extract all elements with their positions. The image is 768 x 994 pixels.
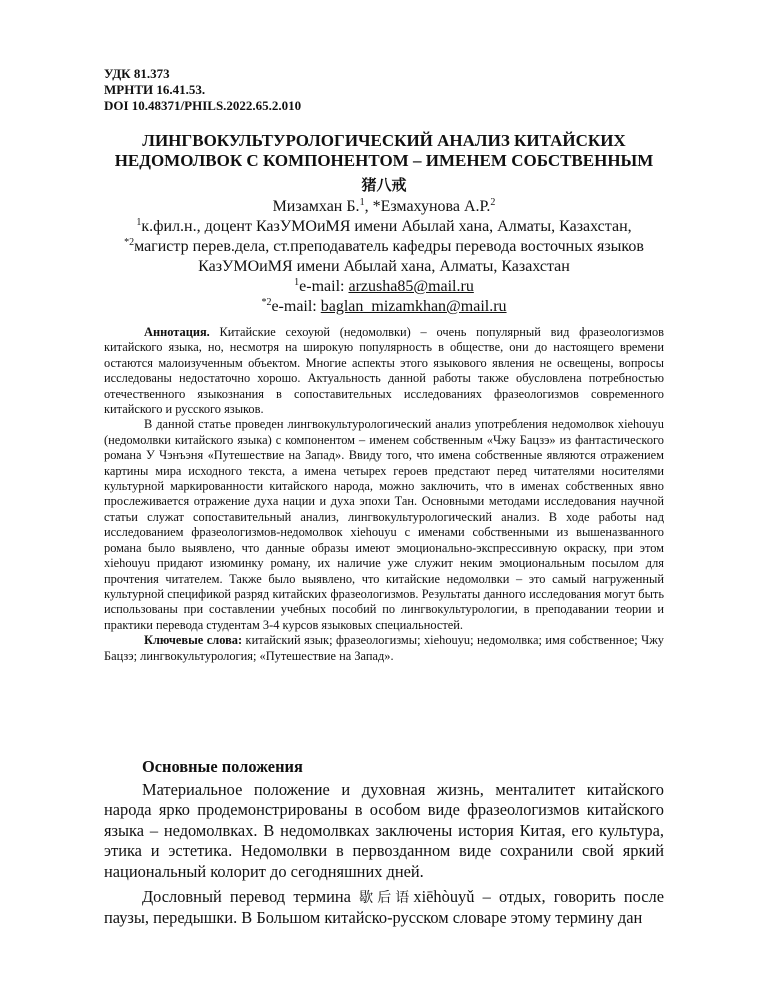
email-1-sup: 1	[294, 277, 300, 288]
p2-chinese-term: 歇后语	[359, 889, 414, 906]
email-2-sup: *2	[261, 297, 272, 308]
authors-block	[80, 197, 688, 317]
email-1	[80, 277, 688, 297]
main-text	[104, 757, 664, 929]
title-line-2: НЕДОМОЛВОК С КОМПОНЕНТОМ – ИМЕНЕМ СОБСТВЕННЫМ	[114, 151, 654, 170]
abstract-paragraph-2: В данной статье проведен лингвокультурологический анализ употребления недомолвок xiehouyu (недомолвки китайского языка) с компонентом – именем собственным «Чжу Бацзэ» из фантастического романа У Чэнъэня «Путешествие на Запад». Ввиду того, что имена собственные являются отражением картины мира исходного текста, а имена четырех героев предстают перед читателями носителями культурной маркированности китайского народа, можно заключить, что в именах собственных явно прослеживается отражение духа нации и духа эпохи Тан. Основными методами исследования научной статьи служат сопоставительный анализ, лингвокультурологический анализ. В ходе работы над исследованием фразеологизмов-недомолвок xiehouyu с именами собственными из вышеназванного романа было выявлено, что данные образы имеют эмоционально-экспрессивную окраску, при этом xiehouyu придают изюминку роману, их наличие уже служит неким эмоциональным посылом для прочтения читателем. Также было выявлено, что китайские недомолвки – это самый нагруженный культурной спецификой разряд китайских фразеологизмов. Результаты данного исследования могут быть использованы при составлении учебных пособий по лингвокультурологии, в преподавании теории и практики перевода студентам 3-4 курсов языковых специальностей.	[104, 417, 664, 632]
abstract-label: Аннотация.	[144, 325, 210, 339]
title-line-1: ЛИНГВОКУЛЬТУРОЛОГИЧЕСКИЙ АНАЛИЗ КИТАЙСКИХ	[142, 131, 626, 150]
email-2	[80, 297, 688, 317]
author-2-sup: 2	[490, 197, 496, 208]
affiliation-2-sup: *2	[124, 237, 135, 248]
udk-code: УДК 81.373	[104, 66, 170, 81]
author-1-name: Мизамхан Б.	[272, 198, 360, 215]
keywords	[104, 633, 664, 664]
affiliation-2-text: магистр перев.дела, ст.преподаватель кафедры перевода восточных языков	[134, 238, 644, 255]
main-paragraph-2	[104, 887, 664, 929]
keywords-label: Ключевые слова:	[144, 633, 243, 648]
author-1-sup: 1	[359, 197, 365, 208]
p2-text-a: Дословный перевод термина	[142, 886, 360, 906]
affiliation-1-text: к.фил.н., доцент КазУМОиМЯ имени Абылай хана, Алматы, Казахстан,	[141, 218, 632, 235]
mrnti-code: МРНТИ 16.41.53.	[104, 82, 206, 97]
abstract	[104, 325, 664, 664]
email-2-link[interactable]: baglan_mizamkhan@mail.ru	[320, 298, 507, 315]
section-heading: Основные положения	[142, 757, 303, 776]
article-metadata	[104, 66, 301, 114]
p2-text-b: xiēhòuyǔ – отдых, говорить после паузы, передышки. В Большом китайско-русском словаре этому термину дан	[104, 886, 664, 928]
abstract-p1-text: Китайские сехоуюй (недомолвки) – очень популярный вид фразеологизмов китайского языка, но, несмотря на широкую популярность в обществе, они до настоящего времени остаются малоизученным объектом. Многие аспекты этого языкового явления не освещены, вопросы исследованы недостаточно хорошо. Актуальность данной работы также обусловлена потребностью отечественного языкознания в сопоставительных исследованиях фразеологизмов современного китайского и русского языков.	[104, 325, 664, 417]
email-1-link[interactable]: arzusha85@mail.ru	[348, 278, 474, 295]
affiliation-1	[80, 217, 688, 237]
affiliation-1-sup: 1	[136, 217, 142, 228]
author-names	[80, 197, 688, 217]
affiliation-2	[80, 237, 688, 257]
title-chinese: 猪八戒	[361, 176, 407, 194]
abstract-paragraph-1	[104, 325, 664, 417]
author-2-name: , *Езмахунова А.Р.	[364, 198, 491, 215]
doi: DOI 10.48371/PHILS.2022.65.2.010	[104, 98, 302, 113]
email-1-label: e-mail:	[299, 278, 349, 295]
article-title	[90, 131, 678, 195]
main-paragraph-1: Материальное положение и духовная жизнь, менталитет китайского народа ярко продемонстрированы в особом виде фразеологизмов китайского языка – недомолвках. В недомолвках заключены история Китая, его культура, этика и эстетика. Недомолвки в первозданном виде сохранили свой яркий национальный колорит до сегодняшних дней.	[104, 779, 664, 881]
affiliation-2-cont: КазУМОиМЯ имени Абылай хана, Алматы, Казахстан	[198, 258, 570, 275]
keywords-text: китайский язык; фразеологизмы; xiehouyu; недомолвка; имя собственное; Чжу Бацзэ; лингвокультурология; «Путешествие на Запад».	[104, 633, 664, 663]
email-2-label: e-mail:	[271, 298, 321, 315]
